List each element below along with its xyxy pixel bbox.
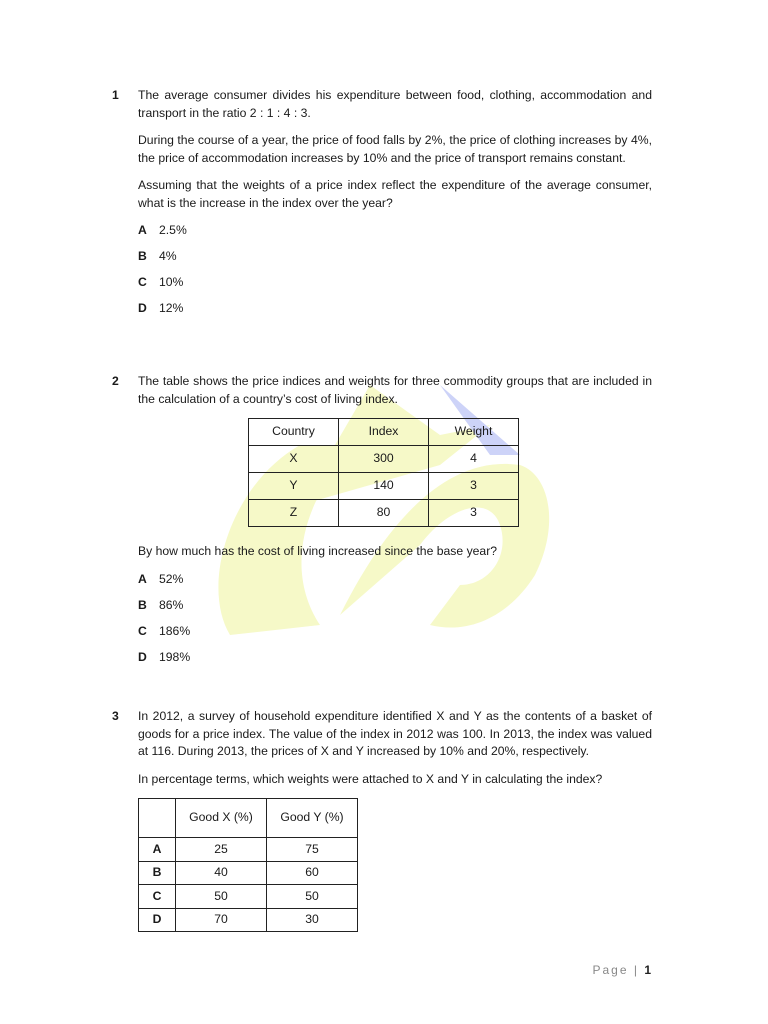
table-row[interactable]: [139, 908, 358, 932]
page-label: Page |: [592, 963, 639, 977]
table-cell: 40: [176, 861, 267, 885]
question-number: 2: [112, 374, 119, 388]
question-number: 1: [112, 88, 119, 102]
question-text: In percentage terms, which weights were attached to X and Y in calculating the index?: [138, 771, 603, 786]
weights-table: [138, 798, 358, 932]
table-cell: 140: [339, 473, 429, 500]
table-cell: 300: [339, 446, 429, 473]
page-number: 1: [644, 963, 651, 977]
table-cell: 4: [429, 446, 519, 473]
option-letter: D: [139, 908, 176, 932]
answer-options: [138, 222, 652, 326]
table-cell: 3: [429, 473, 519, 500]
option-d[interactable]: D 198%: [138, 649, 191, 664]
option-letter: B: [139, 861, 176, 885]
table-row: [249, 500, 519, 527]
table-row[interactable]: [139, 838, 358, 862]
table-header-row: [249, 419, 519, 446]
option-b[interactable]: B 86%: [138, 597, 184, 612]
table-header: Weight: [429, 419, 519, 446]
table-cell: 50: [176, 885, 267, 909]
question-text: In 2012, a survey of household expenditure identified X and Y as the contents of a basket of goods for a price index. The value of the index in 2012 was 100. In 2013, the index was valued at 116. During 2013, the prices of X and Y increased by 10% and 20%, respectively.: [138, 709, 652, 758]
option-a[interactable]: A 2.5%: [138, 223, 187, 237]
option-a[interactable]: A 52%: [138, 571, 184, 586]
table-header: Good X (%): [176, 799, 267, 838]
table-row: [249, 446, 519, 473]
table-row[interactable]: [139, 861, 358, 885]
table-cell: 75: [267, 838, 358, 862]
option-letter: A: [139, 838, 176, 862]
option-c[interactable]: C 186%: [138, 623, 191, 638]
question-text: During the course of a year, the price of food falls by 2%, the price of clothing increases by 4%, the price of accommodation increases by 10% and the price of transport remains constant.: [138, 133, 652, 165]
question-text: Assuming that the weights of a price index reflect the expenditure of the average consumer, what is the increase in the index over the year?: [138, 178, 652, 210]
table-cell: 3: [429, 500, 519, 527]
question-text: The average consumer divides his expenditure between food, clothing, accommodation and transport in the ratio 2 : 1 : 4 : 3.: [138, 88, 652, 120]
page-footer: [592, 962, 651, 980]
option-c[interactable]: C 10%: [138, 275, 184, 289]
option-letter: C: [139, 885, 176, 909]
table-header: [139, 799, 176, 838]
table-cell: X: [249, 446, 339, 473]
table-cell: 80: [339, 500, 429, 527]
table-row: [249, 473, 519, 500]
price-index-table: [248, 418, 519, 527]
table-cell: 30: [267, 908, 358, 932]
question-number: 3: [112, 709, 119, 723]
table-cell: 25: [176, 838, 267, 862]
table-header-row: [139, 799, 358, 838]
question-3: [112, 708, 652, 932]
answer-options: [138, 571, 652, 675]
question-1: [112, 87, 652, 326]
table-cell: 50: [267, 885, 358, 909]
table-cell: 60: [267, 861, 358, 885]
table-row[interactable]: [139, 885, 358, 909]
option-d[interactable]: D 12%: [138, 301, 184, 315]
table-cell: Z: [249, 500, 339, 527]
table-cell: 70: [176, 908, 267, 932]
table-header: Country: [249, 419, 339, 446]
table-cell: Y: [249, 473, 339, 500]
table-header: Good Y (%): [267, 799, 358, 838]
question-2: [112, 373, 652, 675]
option-b[interactable]: B 4%: [138, 249, 177, 263]
table-header: Index: [339, 419, 429, 446]
question-text: The table shows the price indices and weights for three commodity groups that are included in the calculation of a country’s cost of living index.: [138, 374, 652, 406]
question-text: By how much has the cost of living increased since the base year?: [138, 544, 498, 558]
